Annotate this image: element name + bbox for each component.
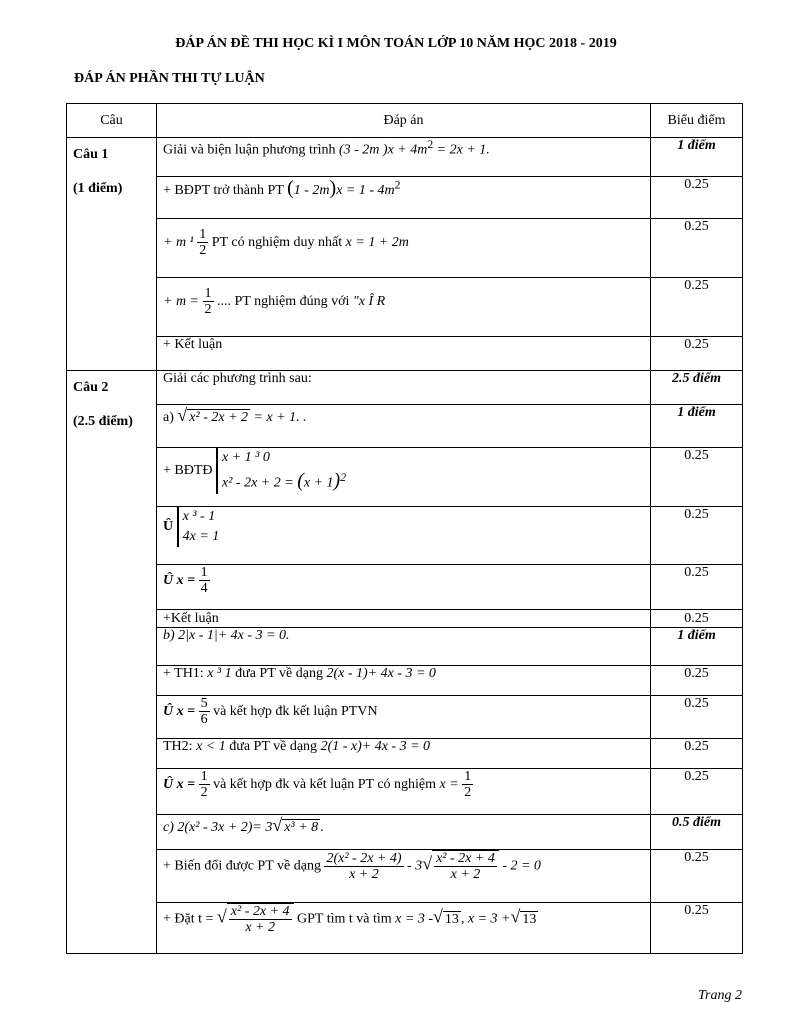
q2c-step1-coef: - 3: [407, 858, 423, 874]
q1-step1-text: + BĐPT trở thành PT: [163, 183, 284, 198]
fraction: [199, 565, 210, 597]
q2b-score: 1 điểm: [651, 628, 743, 666]
frac-num: 1: [464, 769, 472, 784]
table-row: [67, 739, 743, 769]
case-label: + TH1:: [163, 666, 204, 681]
case-condition: x < 1: [196, 739, 226, 754]
q1-step3-cond: + m =: [163, 294, 200, 310]
table-row: [67, 448, 743, 507]
case-equation: 2(1 - x)+ 4x - 3 = 0: [320, 739, 431, 754]
frac-den: 2: [199, 243, 207, 259]
q1-step3-score: 0.25: [651, 278, 743, 337]
q2a-score: 1 điểm: [651, 405, 743, 448]
q1-prompt-text: Giải và biện luận phương trình: [163, 142, 336, 158]
table-row: [67, 405, 743, 448]
q2c-step1-text: + Biến đổi được PT về dạng: [163, 858, 321, 874]
q1-step3-text: .... PT nghiệm đúng với: [217, 294, 350, 310]
q2a-step1: [157, 448, 651, 507]
q1-step3-domain: "x Î R: [352, 294, 386, 310]
q1-prompt: Giải và biện luận phương trình (3 - 2m )$x + 4m^2 = 2x + 1$.: [157, 138, 651, 177]
system-line: x ³ - 1: [182, 509, 216, 524]
case-text: đưa PT về dạng: [229, 739, 318, 754]
q2a-step3: [157, 565, 651, 610]
equivalence-symbol: Û: [163, 519, 174, 535]
frac-num: 1: [200, 565, 208, 580]
page-number: Trang 2: [698, 988, 742, 1003]
fraction: [199, 769, 210, 801]
q2c-step2-text2: GPT tìm t và tìm: [297, 911, 392, 927]
case-text: đưa PT về dạng: [235, 666, 323, 681]
q1-conclusion: + Kết luận: [157, 337, 651, 371]
q2b-equation: b) 2|x - 1|+ 4x - 3 = 0.: [163, 628, 290, 643]
table-row: [67, 666, 743, 696]
q2b-case1-score: 0.25: [651, 666, 743, 696]
table-row: [67, 850, 743, 903]
q2c-sol2-root: 13: [522, 911, 537, 927]
q1-step2: [157, 219, 651, 278]
q2-score-total: 2.5 điểm: [651, 371, 743, 405]
q2c-step2-text: + Đặt t =: [163, 911, 214, 927]
q1-prompt-eq: (3 - 2m )x + 4m: [338, 142, 428, 158]
frac-den: x + 2: [450, 867, 481, 883]
result-x: x =: [439, 777, 459, 793]
frac-den: 2: [204, 302, 212, 318]
q2b-case2-result: [157, 769, 651, 815]
q1-prompt-eq-tail: = 2x + 1.: [433, 142, 490, 158]
table-row: [67, 769, 743, 815]
frac-den: 6: [200, 712, 208, 728]
q2b-case2: [157, 739, 651, 769]
col-dapan-header: Đáp án: [157, 104, 651, 138]
q2b-case1-result-score: 0.25: [651, 696, 743, 739]
fraction: [197, 227, 208, 259]
table-row: [67, 565, 743, 610]
q2-label-cell: [67, 371, 157, 954]
col-diem-header: Biểu điểm: [651, 104, 743, 138]
q1-step2-score: 0.25: [651, 219, 743, 278]
q2-intro: Giải các phương trình sau:: [157, 371, 651, 405]
q2c-step2: + Đặt t = √ $\frac{\text{x² - 2x + 4}}{x + 2}$ GPT tìm t và tìm x = 3 -√ 13 , x = 3 +√ 13: [157, 903, 651, 954]
table-row: [67, 278, 743, 337]
q2c-step1-score: 0.25: [651, 850, 743, 903]
table-row: [67, 219, 743, 278]
q2a-conclusion-score: 0.25: [651, 610, 743, 628]
table-row: [67, 507, 743, 565]
q2a-conclusion: +Kết luận: [157, 610, 651, 628]
result-text: và kết hợp đk và kết luận PT có nghiệm: [213, 777, 437, 793]
q1-label: Câu 1: [73, 147, 109, 162]
table-row: [67, 903, 743, 954]
q2a-prefix: a): [163, 410, 174, 425]
fraction: [324, 851, 403, 883]
table-row: [67, 696, 743, 739]
table-row: [67, 138, 743, 177]
q2c-prompt: c) 2(x² - 3x + 2)= 3√ x³ + 8 .: [157, 815, 651, 850]
frac-den: 2: [464, 785, 472, 801]
q1-step3: [157, 278, 651, 337]
result-text: và kết hợp đk kết luận PTVN: [213, 704, 378, 720]
frac-num: 5: [200, 696, 208, 711]
q2b-case2-result-score: 0.25: [651, 769, 743, 815]
q2-label: Câu 2: [73, 380, 109, 395]
fraction: [462, 769, 473, 801]
q1-step2-cond: + m ¹: [163, 235, 194, 251]
q2a-step1-score: 0.25: [651, 448, 743, 507]
frac-num: 1: [200, 769, 208, 784]
q2a-step3-score: 0.25: [651, 565, 743, 610]
table-header-row: [67, 104, 743, 138]
frac-num: x² - 2x + 4: [436, 851, 495, 866]
result-prefix: Û x =: [163, 777, 196, 793]
fraction: [227, 903, 294, 936]
q2c-radicand: x³ + 8: [284, 820, 319, 835]
q2a-step2-score: 0.25: [651, 507, 743, 565]
table-row: [67, 628, 743, 666]
page-title: ĐÁP ÁN ĐỀ THI HỌC KÌ I MÔN TOÁN LỚP 10 NĂM HỌC 2018 - 2019: [175, 36, 617, 51]
q2a-rhs: = x + 1. .: [250, 410, 307, 425]
q2c-sol2: , x = 3 +: [460, 911, 511, 927]
q2b-case1: [157, 666, 651, 696]
table-row: [67, 177, 743, 219]
q2b-prompt: [157, 628, 651, 666]
q2c-tail: .: [320, 820, 324, 835]
q2a-step1-prefix: + BĐTĐ: [163, 463, 213, 479]
frac-den: 2: [200, 785, 208, 801]
table-row: [67, 815, 743, 850]
equation-system: [177, 507, 220, 547]
q1-step1-paren: 1 - 2m: [293, 183, 330, 198]
q1-score-total: 1 điểm: [651, 138, 743, 177]
frac-num: 1: [199, 227, 207, 242]
equation-system: x + 1 ³ 0 $x^2 - 2x + 2 = (x + 1)^2$: [216, 448, 346, 494]
case-equation: 2(x - 1)+ 4x - 3 = 0: [326, 666, 436, 681]
fraction: [203, 286, 214, 318]
frac-den: x + 2: [349, 866, 379, 882]
q2a-prompt: a) √ x² - 2x + 2 = x + 1. .: [157, 405, 651, 448]
system-line: x² - 2x + 2 =: [222, 475, 294, 491]
q2c-sol1-root: 13: [444, 911, 459, 927]
q1-step1: + BĐPT trở thành PT $(1 - 2m)x = 1 - 4m^2$: [157, 177, 651, 219]
q2a-step2: [157, 507, 651, 565]
system-line: x + 1 ³ 0: [222, 450, 270, 465]
q1-step2-sol: x = 1 + 2m: [345, 235, 409, 251]
col-cau-header: Câu: [67, 104, 157, 138]
system-line: 4x = 1: [182, 529, 220, 544]
system-line-paren: x + 1: [303, 475, 334, 491]
q2c-step1-tail: - 2 = 0: [502, 858, 541, 874]
fraction: [199, 696, 210, 728]
section-heading: ĐÁP ÁN PHẦN THI TỰ LUẬN: [74, 71, 265, 86]
q1-label-cell: [67, 138, 157, 371]
q2a-radicand: x² - 2x + 2: [189, 410, 249, 425]
answer-table: [66, 103, 743, 954]
table-row: [67, 371, 743, 405]
q1-step1-score: 0.25: [651, 177, 743, 219]
q2b-case1-result: [157, 696, 651, 739]
q2b-case2-score: 0.25: [651, 739, 743, 769]
q1-conclusion-score: 0.25: [651, 337, 743, 371]
q2c-sol1: x = 3 -: [395, 911, 433, 927]
q2-points: (2.5 điểm): [73, 414, 133, 429]
q1-step2-text: PT có nghiệm duy nhất: [211, 235, 343, 251]
q1-points: (1 điểm): [73, 181, 123, 196]
frac-den: 4: [200, 581, 208, 597]
q2a-step3-prefix: Û x =: [163, 573, 196, 589]
table-row: [67, 610, 743, 628]
q2c-step1: + Biến đổi được PT về dạng $\frac{\text{2(x² - 2x + 4)}}{x + 2}$ - 3√ $\frac{\text{x² - 2x + 4}}{x + 2}$ - 2 = 0: [157, 850, 651, 903]
q2c-step2-score: 0.25: [651, 903, 743, 954]
frac-den: x + 2: [245, 920, 275, 936]
q1-step1-rhs: x = 1 - 4m: [336, 183, 395, 198]
fraction: [432, 850, 499, 883]
q2c-score: 0.5 điểm: [651, 815, 743, 850]
case-label: TH2:: [163, 739, 193, 754]
frac-num: 1: [204, 286, 212, 301]
table-row: [67, 337, 743, 371]
result-prefix: Û x =: [163, 704, 196, 720]
frac-num: 2(x² - 2x + 4): [326, 850, 402, 866]
frac-num: x² - 2x + 4: [230, 904, 290, 919]
case-condition: x ³ 1: [207, 666, 232, 681]
q2c-lhs: c) 2(x² - 3x + 2)= 3: [163, 820, 273, 835]
